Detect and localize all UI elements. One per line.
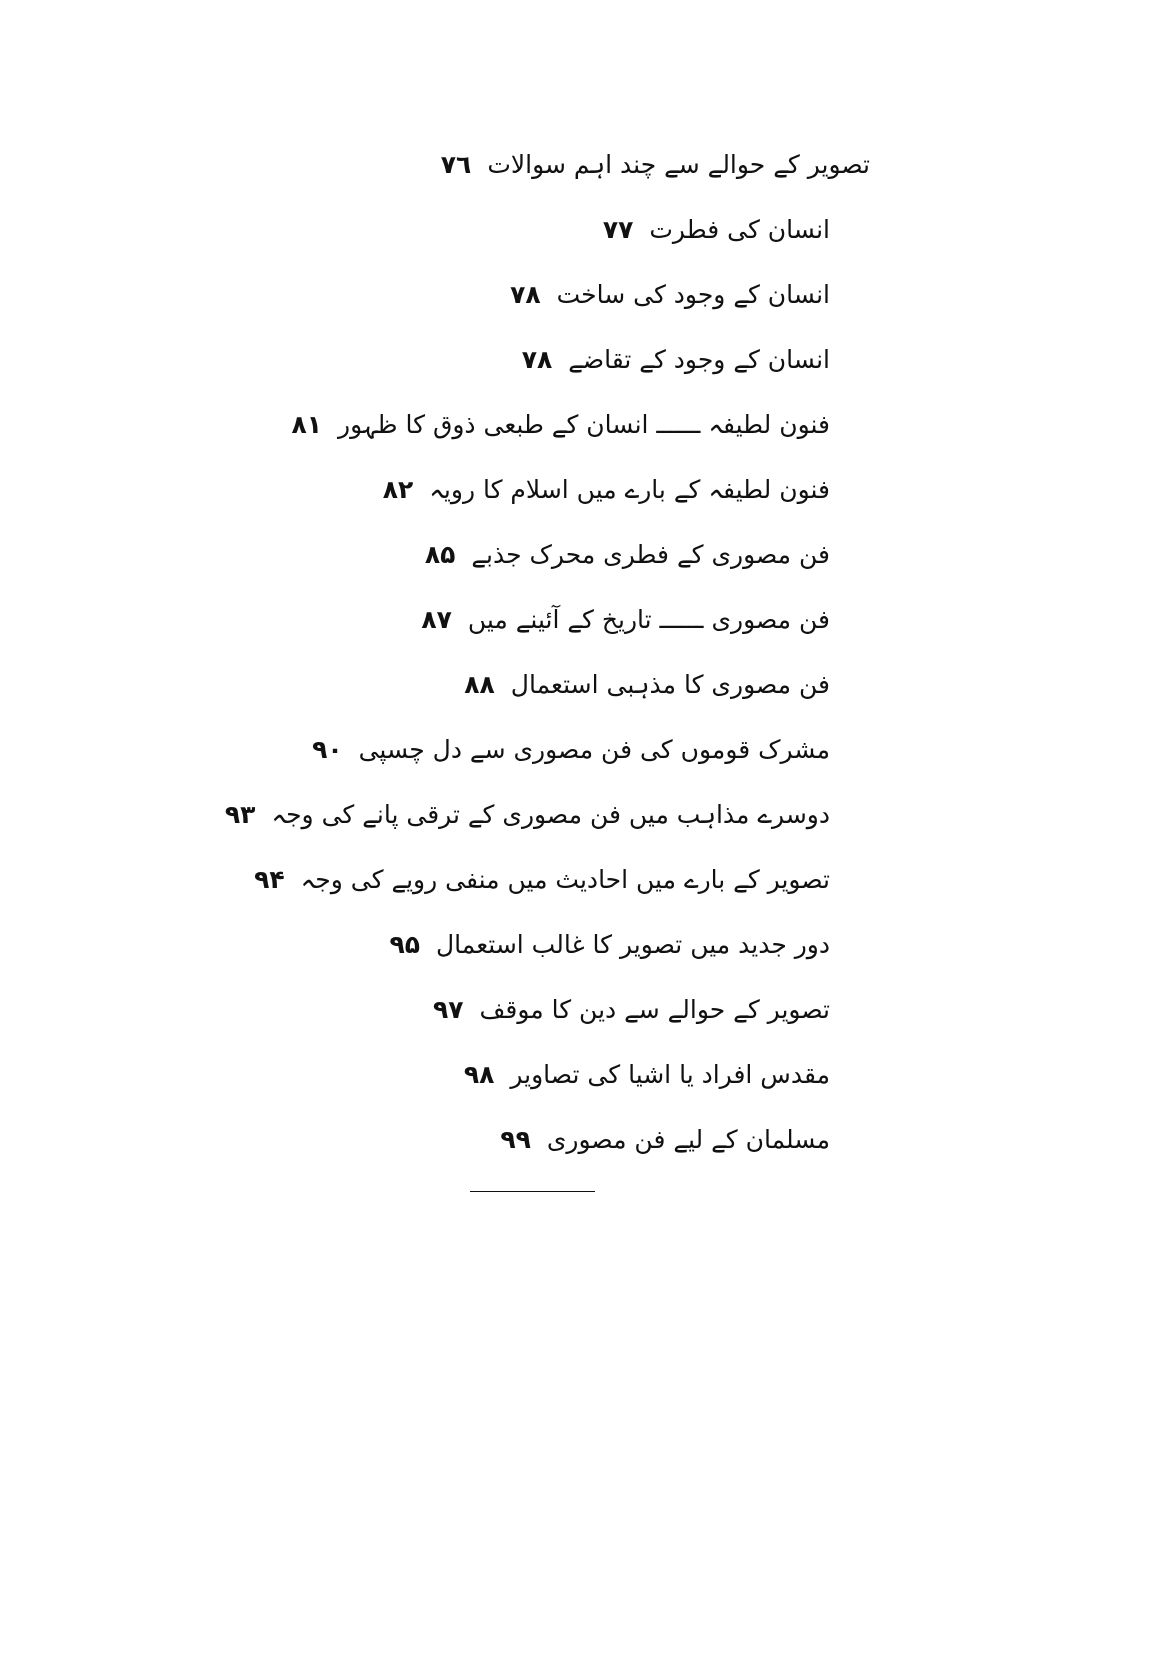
toc-entry (300, 327, 870, 392)
toc-entry-page: ۹۳ (224, 800, 256, 829)
toc-entry (300, 912, 870, 977)
toc-entry (300, 977, 870, 1042)
toc-entry-page: ۷۸ (510, 280, 541, 309)
toc-entry (300, 262, 870, 327)
toc-entry-title: تصویر کے بارے میں احادیث میں منفی رویے کی وجہ (300, 865, 830, 894)
toc-entry-page: ۹۸ (463, 1060, 495, 1089)
toc-entry-page: ۹۹ (500, 1125, 531, 1154)
toc-entry-title: انسان کے وجود کے تقاضے (568, 345, 830, 374)
toc-entry-title: فنون لطیفہ ــــــ انسان کے طبعی ذوق کا ظہور (338, 410, 830, 439)
toc-entry-page: ۸۸ (464, 670, 495, 699)
toc-entry-title: تصویر کے حوالے سے چند اہم سوالات (487, 150, 870, 179)
toc-entry-page: ۸۷ (421, 605, 452, 634)
toc-entry (224, 782, 870, 847)
table-of-contents (224, 132, 870, 1172)
toc-entry (300, 197, 870, 262)
toc-entry-title: فن مصوری کا مذہبی استعمال (510, 670, 830, 699)
toc-entry-title: دوسرے مذاہب میں فن مصوری کے ترقی پانے کی وجہ (271, 800, 830, 829)
toc-entry-title: انسان کی فطرت (649, 215, 830, 244)
toc-entry-title: دور جدید میں تصویر کا غالب استعمال (436, 930, 830, 959)
divider-rule (470, 1191, 595, 1192)
toc-entry (291, 392, 870, 457)
toc-entry (300, 587, 870, 652)
toc-entry-title: انسان کے وجود کی ساخت (556, 280, 830, 309)
toc-entry-page: ۹۷ (432, 995, 464, 1024)
toc-entry (300, 132, 870, 197)
toc-entry (254, 847, 870, 912)
toc-entry-title: تصویر کے حوالے سے دین کا موقف (479, 995, 830, 1024)
toc-entry-title: فن مصوری ــــــ تاریخ کے آئینے میں (467, 605, 830, 634)
toc-entry-title: مسلمان کے لیے فن مصوری (546, 1125, 830, 1154)
toc-entry-title: مقدس افراد یا اشیا کی تصاویر (510, 1060, 830, 1089)
toc-entry (300, 1042, 870, 1107)
toc-entry-page: ۹۰ (312, 735, 343, 764)
toc-entry (300, 457, 870, 522)
toc-entry-page: ۸۱ (291, 410, 323, 439)
toc-entry (300, 1107, 870, 1172)
toc-entry-page: ۷٦ (440, 150, 472, 179)
toc-entry (300, 717, 870, 782)
toc-entry-title: فن مصوری کے فطری محرک جذبے (471, 540, 830, 569)
toc-entry-page: ۹۵ (389, 930, 420, 959)
toc-entry-page: ۸۲ (382, 475, 414, 504)
toc-entry (300, 652, 870, 717)
toc-entry-title: مشرک قوموں کی فن مصوری سے دل چسپی (358, 735, 830, 764)
toc-entry-page: ۸۵ (424, 540, 456, 569)
toc-entry (300, 522, 870, 587)
toc-entry-title: فنون لطیفہ کے بارے میں اسلام کا رویہ (429, 475, 830, 504)
toc-entry-page: ۷۷ (602, 215, 634, 244)
toc-entry-page: ۹۴ (254, 865, 285, 894)
toc-entry-page: ۷۸ (521, 345, 553, 374)
